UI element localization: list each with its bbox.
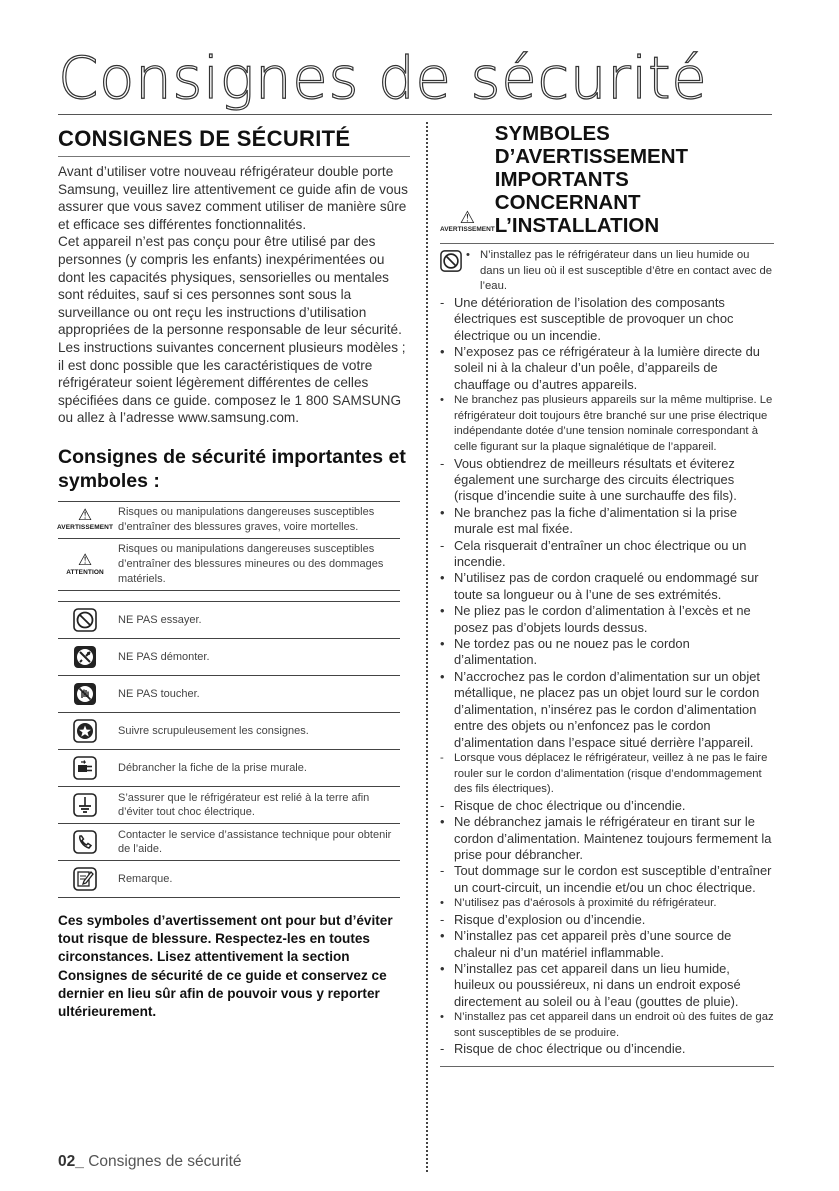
intro-paragraph: Avant d’utiliser votre nouveau réfrigérateur double porte Samsung, veuillez lire attentivement ce guide afin de vous assurer que vous savez comment utiliser de manière sûre et efficace ses différentes fonctionnalités. xyxy=(58,164,408,232)
list-item xyxy=(440,863,774,896)
list-text: N’utilisez pas de cordon craquelé ou endommagé sur toute sa longueur ou à l’une de ses extrémités. xyxy=(454,570,759,602)
ground-icon xyxy=(58,793,112,817)
symbol-description: NE PAS démonter. xyxy=(118,650,210,663)
list-marker: • xyxy=(440,570,445,586)
no-disassembly-icon xyxy=(58,645,112,669)
list-marker: • xyxy=(440,636,445,652)
list-marker: • xyxy=(440,394,444,407)
warning-triangle-icon: ⚠ AVERTISSEMENT xyxy=(56,507,114,532)
left-column xyxy=(58,122,410,1021)
list-item xyxy=(440,751,774,798)
list-text: Ne débranchez jamais le réfrigérateur en tirant sur le cordon d’alimentation. Maintenez toujours fermement la prise pour débrancher. xyxy=(454,814,772,862)
follow-instructions-icon xyxy=(58,719,112,743)
closing-statement: Ces symboles d’avertissement ont pour but d’éviter tout risque de blessure. Respectez-les en toutes circonstances. Lisez attentivement la section Consignes de sécurité de ce guide et conservez ce dernier en lieu sûr afin de pouvoir vous y reporter ultérieurement. xyxy=(58,912,393,1019)
list-marker: - xyxy=(440,863,445,879)
symbol-description: Débrancher la fiche de la prise murale. xyxy=(118,761,307,774)
list-marker: • xyxy=(440,928,445,944)
list-marker: • xyxy=(440,814,445,830)
note-icon xyxy=(58,867,112,891)
list-marker: - xyxy=(440,797,445,813)
installation-heading-block xyxy=(440,122,774,237)
list-marker: - xyxy=(440,911,445,927)
list-item xyxy=(440,295,774,344)
list-marker: - xyxy=(440,537,445,553)
list-item xyxy=(440,1010,774,1041)
list-text: N’installez pas cet appareil dans un endroit où des fuites de gaz sont susceptibles de se produire. xyxy=(454,1011,774,1039)
list-marker: • xyxy=(440,1011,444,1024)
list-text: Cela risquerait d’entraîner un choc électrique ou un incendie. xyxy=(454,537,747,570)
prohibited-block xyxy=(440,248,774,295)
right-column xyxy=(440,122,774,1067)
unplug-icon xyxy=(58,756,112,780)
list-text: Ne branchez pas la fiche d’alimentation si la prise murale est mal fixée. xyxy=(454,504,738,537)
list-item xyxy=(440,814,774,863)
symbol-legend xyxy=(58,601,400,898)
symbol-row xyxy=(58,787,400,824)
symbol-description: Remarque. xyxy=(118,872,173,885)
warning-label: AVERTISSEMENT xyxy=(56,524,114,532)
footer-label: Consignes de sécurité xyxy=(88,1153,242,1170)
list-marker: • xyxy=(440,603,445,619)
column-divider xyxy=(426,122,428,1172)
caution-triangle-icon: ⚠ ATTENTION xyxy=(66,551,104,576)
list-text: Risque de choc électrique ou d’incendie. xyxy=(454,1041,686,1057)
list-text: N’utilisez pas d’aérosols à proximité du réfrigérateur. xyxy=(454,897,717,910)
symbol-row xyxy=(58,676,400,713)
symbol-row xyxy=(58,602,400,639)
list-item xyxy=(440,505,774,538)
phone-icon xyxy=(58,830,112,854)
list-text: Ne branchez pas plusieurs appareils sur la même multiprise. Le réfrigérateur doit toujours être branché sur une prise électrique indépendante dotée d’une tension nominale correspondant à celle figurant sur la plaque signalétique de l’appareil. xyxy=(454,394,773,453)
list-text: Risque d’explosion ou d’incendie. xyxy=(454,911,646,927)
list-item: • N’installez pas le réfrigérateur dans un lieu humide ou dans un lieu où il est susceptible d’être en contact avec de l’eau. xyxy=(466,249,773,293)
symbol-row xyxy=(58,861,400,898)
symbol-description: NE PAS toucher. xyxy=(118,687,200,700)
list-text: Une détérioration de l’isolation des composants électriques est susceptible de provoquer un choc électrique ou un incendie. xyxy=(454,294,734,343)
title-rule xyxy=(58,114,772,115)
list-item xyxy=(440,344,774,393)
no-touch-icon xyxy=(58,682,112,706)
list-item xyxy=(440,603,774,636)
list-text: Risque de choc électrique ou d’incendie. xyxy=(454,797,686,813)
list-marker: - xyxy=(440,294,445,310)
section-heading: CONSIGNES DE SÉCURITÉ xyxy=(58,126,351,151)
symbol-description: Contacter le service d’assistance technique pour obtenir de l’aide. xyxy=(118,828,392,855)
list-marker: - xyxy=(440,455,445,471)
list-marker: • xyxy=(440,344,445,359)
page-title: Consignes de sécurité xyxy=(58,44,708,112)
heading-rule xyxy=(440,243,774,244)
list-item xyxy=(440,456,774,505)
page-footer xyxy=(58,1153,242,1171)
intro-text xyxy=(58,163,410,427)
symbol-description: S’assurer que le réfrigérateur est relié à la terre afin d’éviter tout choc électrique. xyxy=(118,791,370,818)
list-item xyxy=(440,798,774,814)
installation-heading: SYMBOLES D’AVERTISSEMENT IMPORTANTS CONCERNANT L’INSTALLATION xyxy=(494,122,689,237)
symbol-row xyxy=(58,750,400,787)
list-item xyxy=(440,669,774,751)
symbol-row xyxy=(58,639,400,676)
list-item xyxy=(440,570,774,603)
list-text: N’installez pas cet appareil dans un lieu humide, huileux ou poussiéreux, ni dans un endroit exposé directement au soleil ou à l’eau (gouttes de pluie). xyxy=(454,960,741,1009)
list-text: N’installez pas cet appareil près d’une source de chaleur ni d’un matériel inflammable. xyxy=(454,928,732,960)
list-marker: • xyxy=(440,960,445,976)
warning-row xyxy=(58,501,400,538)
list-marker: - xyxy=(440,1041,445,1057)
intro-paragraph: Cet appareil n’est pas conçu pour être utilisé par des personnes (y compris les enfants) inexpérimentées ou dont les capacités physiques, sensorielles ou mentales sont réduites, sauf si ces personnes sont sous la surveillance ou ont reçu les instructions d’utilisation appropriées de la personne responsable de leur sécurité. xyxy=(58,234,402,338)
list-item xyxy=(440,1041,774,1057)
list-item xyxy=(440,896,774,912)
symbol-row xyxy=(58,824,400,861)
warning-triangle-icon: ⚠ AVERTISSEMENT xyxy=(440,208,495,233)
symbols-subheading: Consignes de sécurité importantes et symboles : xyxy=(58,445,406,492)
warning-legend xyxy=(58,501,400,591)
list-item xyxy=(440,912,774,928)
list-text: Ne pliez pas le cordon d’alimentation à l’excès et ne posez pas d’objets lourds dessus. xyxy=(454,603,751,635)
list-item xyxy=(440,393,774,455)
symbol-description: Suivre scrupuleusement les consignes. xyxy=(118,724,309,737)
installation-list xyxy=(440,295,774,1058)
list-marker: • xyxy=(440,504,445,520)
list-text: Ne tordez pas ou ne nouez pas le cordon d’alimentation. xyxy=(454,636,690,668)
symbol-description: NE PAS essayer. xyxy=(118,613,202,626)
intro-paragraph: Les instructions suivantes concernent plusieurs modèles ; il est donc possible que les caractéristiques de votre réfrigérateur soient légèrement différentes de celles spécifiées dans ce guide. composez le 1 800 SAMSUNG ou allez à l’adresse www.samsung.com. xyxy=(58,339,406,426)
list-item xyxy=(440,636,774,669)
warning-label: AVERTISSEMENT xyxy=(440,226,495,233)
list-marker: - xyxy=(440,751,444,764)
heading-rule xyxy=(58,156,410,157)
list-marker: • xyxy=(440,897,444,910)
list-item xyxy=(440,538,774,571)
list-text: N’exposez pas ce réfrigérateur à la lumière directe du soleil ni à la chaleur d’un poêle, d’appareils de chauffage ou d’autres appareils. xyxy=(454,344,760,392)
symbol-row xyxy=(58,713,400,750)
list-text: Lorsque vous déplacez le réfrigérateur, veillez à ne pas le faire rouler sur le cordon d’alimentation (risque d’endommagement des fils électriques). xyxy=(454,751,768,796)
prohibited-icon xyxy=(440,248,466,295)
list-text: N’accrochez pas le cordon d’alimentation sur un objet métallique, ne placez pas un objet lourd sur le cordon d’alimentation, n’insérez pas le cordon d’alimentation entre des objets ou n’enfoncez pas le cordon d’alimentation dans l’espace situé derrière l’appareil. xyxy=(454,668,760,750)
list-item xyxy=(440,961,774,1010)
caution-row xyxy=(58,538,400,591)
page-number: 02_ xyxy=(58,1153,84,1170)
list-item xyxy=(440,928,774,961)
warning-description: Risques ou manipulations dangereuses susceptibles d’entraîner des blessures graves, voire mortelles. xyxy=(118,505,375,533)
list-text: Tout dommage sur le cordon est susceptible d’entraîner un court-circuit, un incendie et/ou un choc électrique. xyxy=(454,863,772,895)
list-marker: • xyxy=(440,668,445,684)
caution-description: Risques ou manipulations dangereuses susceptibles d’entraîner des blessures mineures ou des dommages matériels. xyxy=(118,542,384,585)
list-text: Vous obtiendrez de meilleurs résultats et éviterez également une surcharge des circuits électriques (risque d’incendie suite à une surchauffe des fils). xyxy=(454,455,737,504)
caution-label: ATTENTION xyxy=(66,568,104,576)
prohibited-icon xyxy=(58,608,112,632)
prohibited-list xyxy=(466,248,774,295)
end-rule xyxy=(440,1066,774,1067)
